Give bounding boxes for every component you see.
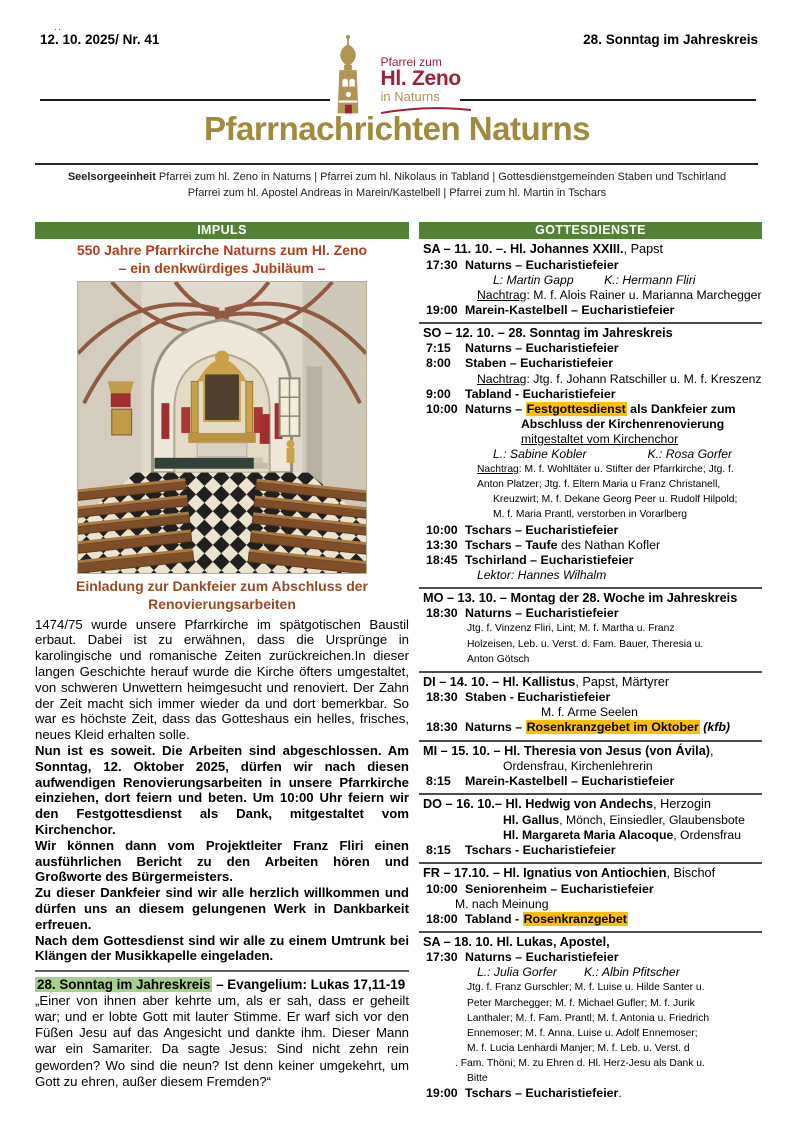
text-part: SO – 12. 10. – 28. Sonntag im Jahreskreis: [423, 325, 673, 340]
text-part: Tschars – Eucharistiefeier: [465, 1086, 619, 1101]
service-time: 10:00: [426, 522, 458, 537]
service-entry-text: [465, 553, 633, 568]
impuls-column: [35, 222, 409, 1090]
highlighted-service: Festgottesdienst: [526, 401, 626, 416]
parish-logo: [0, 28, 794, 120]
service-entry: [419, 774, 762, 789]
header-rule-left: [40, 99, 330, 101]
service-entry: [419, 538, 762, 553]
service-detail: [419, 1041, 762, 1056]
service-detail: [419, 996, 762, 1011]
text-part: Jtg. f. Franz Gurschler; M. f. Luise u. Hilde Santer u.: [467, 982, 705, 994]
impuls-paragraph: Nun ist es soweit. Die Arbeiten sind abgeschlossen. Am Sonntag, 12. Oktober 2025, dürfen wir nach diesen aufwendigen Renovierungsarbeiten in unsere Pfarrkirche einziehen, dort feiern und beten. Um 10:00 Uhr feiern wir den Festgottesdienst als Dank, mitgestaltet vom Kirchenchor.: [35, 743, 409, 837]
service-detail: [419, 759, 762, 774]
text-part: Nachtrag: [477, 464, 519, 476]
text-part: Anton Götsch: [467, 653, 530, 665]
service-time: 9:00: [426, 386, 451, 401]
text-part: Tschars - Eucharistiefeier: [465, 842, 616, 857]
service-day-title: [419, 866, 762, 882]
seelsorge-line-2: Pfarrei zum hl. Apostel Andreas in Marein/Kastelbell | Pfarrei zum hl. Martin in Tschars: [187, 186, 607, 199]
text-part: Tabland -: [465, 911, 523, 926]
seelsorge-label: Seelsorgeeinheit: [67, 171, 159, 183]
service-detail: [419, 372, 762, 387]
impuls-paragraph: 1474/75 wurde unsere Pfarrkirche im spätgotischen Baustil erbaut. Dabei ist zu erwähnen, dass die Ursprünge in karolingische und romanische Zeiten zurückreichen.In dieser langen Geschichte herauf wurde die Kirche öfters umgestaltet, von schweren Unwettern heimgesucht und renoviert. Der Zahn der Zeit macht sich immer wieder da und dort bemerkbar. So war es höchste Zeit, dass das Gotteshaus ein helles, frisches, neues Kleid erhalten solle.: [35, 616, 409, 743]
service-entry: [419, 356, 762, 371]
text-part: SA – 18. 10. Hl. Lukas, Apostel,: [423, 934, 610, 949]
text-part: DO – 16. 10.– Hl. Hedwig von Andechs: [423, 797, 654, 812]
service-time: 19:00: [426, 1086, 458, 1101]
service-entry-text: [465, 258, 619, 273]
impuls-divider: [35, 970, 409, 972]
text-part: Holzeisen, Leb. u. Verst. d. Fam. Bauer, Theresia u.: [467, 638, 704, 650]
service-detail: [419, 1026, 762, 1041]
service-time: 8:15: [426, 842, 451, 857]
service-entry-text: [465, 720, 730, 735]
service-entry-text: [465, 538, 660, 553]
text-part: DI – 14. 10. – Hl. Kallistus: [423, 674, 576, 689]
service-time: 8:00: [426, 356, 451, 371]
text-part: Naturns – Eucharistiefeier: [465, 257, 619, 272]
service-entry-text: [465, 774, 674, 789]
service-time: 19:00: [426, 302, 458, 317]
church-interior-photo: [77, 281, 367, 574]
service-detail: [419, 637, 762, 652]
text-part: , Bischof: [666, 866, 716, 880]
service-detail: [419, 980, 762, 995]
service-detail: [419, 621, 762, 636]
service-detail: [419, 705, 762, 720]
service-detail: [419, 1071, 762, 1086]
text-part: ,: [710, 743, 714, 758]
service-entry: [419, 882, 762, 897]
impuls-paragraph: Zu dieser Dankfeier sind wir alle herzlich willkommen und dürfen uns an diesem gelungenen Werk in Dankbarkeit erfreuen.: [35, 885, 409, 932]
service-time: 18:30: [426, 606, 458, 621]
service-entry-text: [465, 523, 618, 538]
page-title: Pfarrnachrichten Naturns: [204, 110, 590, 147]
text-part: . Fam. Thöni; M. zu Ehren d. Hl. Herz-Jesu als Dank u.: [455, 1057, 705, 1069]
text-part: MO – 13. 10. – Montag der 28. Woche im Jahreskreis: [423, 590, 738, 605]
jubilee-line-1: 550 Jahre Pfarrkirche Naturns zum Hl. Zeno: [76, 242, 368, 258]
text-part: : M. f. Wohltäter u. Stifter der Pfarrkirche; Jtg. f.: [518, 464, 734, 476]
service-entry-text: [465, 387, 616, 402]
service-entry: [419, 258, 762, 273]
service-entry-text: [465, 690, 610, 705]
service-entry-text: [465, 606, 619, 621]
invitation-line-1: Einladung zur Dankfeier zum Abschluss der: [76, 577, 368, 594]
seelsorge-lines: [0, 170, 794, 202]
service-time: 18:30: [426, 720, 458, 735]
service-detail: [419, 1011, 762, 1026]
text-part: SA – 11. 10. –. Hl. Johannes XXIII.: [423, 242, 624, 256]
service-time: 18:30: [426, 690, 458, 705]
text-part: Lanthaler; M. f. Fam. Prantl; M. f. Antonia u. Friedrich: [467, 1012, 710, 1024]
text-part: Tschars – Eucharistiefeier: [465, 522, 619, 537]
text-part: Naturns – Eucharistiefeier: [465, 606, 619, 621]
service-day-title: [419, 935, 762, 951]
service-entry-text: [465, 912, 628, 927]
service-entry: [419, 843, 762, 858]
service-entry: [419, 523, 762, 538]
service-time: 13:30: [426, 537, 458, 552]
evangelium-heading: [35, 977, 409, 992]
text-part: Hl. Margareta Maria Alacoque: [503, 827, 674, 842]
impuls-section-bar: IMPULS: [35, 222, 409, 239]
text-part: : Jtg. f. Johann Ratschiller u. M. f. Kreszenz: [526, 371, 762, 386]
service-time: 10:00: [426, 401, 458, 416]
logo-line-1: Pfarrei zum: [380, 55, 442, 69]
invitation-line-2: Renovierungsarbeiten: [148, 595, 296, 612]
invitation-heading: [35, 578, 409, 614]
text-part: als Dankfeier zum: [626, 401, 736, 416]
service-entry: [419, 720, 762, 735]
text-part: , Mönch, Einsiedler, Glaubensbote: [559, 812, 745, 827]
text-part: Nachtrag: [477, 371, 527, 386]
service-time: 10:00: [426, 881, 458, 896]
text-part: MI – 15. 10. – Hl. Theresia von Jesus (von Ávila): [423, 743, 710, 758]
evangelium-reference: – Evangelium: Lukas 17,11-19: [212, 977, 406, 993]
service-detail: [419, 417, 762, 432]
service-detail: [419, 828, 762, 843]
title-rule: [35, 163, 758, 165]
service-detail: [419, 568, 762, 583]
impuls-paragraph: Wir können dann vom Projektleiter Franz Fliri einen ausführlichen Bericht zu den Arbeiten hören und Großworte des Bürgermeisters.: [35, 837, 409, 885]
text-part: Naturns – Eucharistiefeier: [465, 950, 619, 965]
corner-mark: ··: [54, 24, 62, 34]
highlighted-service: Rosenkranzgebet: [523, 911, 627, 926]
service-entry-text: [465, 356, 613, 371]
text-part: Naturns –: [465, 401, 526, 416]
text-part: Hl. Gallus: [503, 812, 560, 827]
church-tower-icon: [322, 28, 374, 120]
service-day-title: [419, 744, 762, 760]
seelsorge-line-1: [0, 170, 794, 186]
service-entry: [419, 950, 762, 965]
text-part: Bitte: [467, 1073, 488, 1085]
text-part: , Herzogin: [653, 797, 711, 812]
services-schedule: [419, 241, 762, 1103]
text-part: des Nathan Kofler: [557, 537, 661, 552]
service-day: [419, 931, 762, 1103]
sunday-highlight: 28. Sonntag im Jahreskreis: [37, 977, 211, 993]
service-entry: [419, 606, 762, 621]
text-part: Seniorenheim – Eucharistiefeier: [465, 881, 654, 896]
services-section-bar: GOTTESDIENSTE: [419, 222, 762, 239]
text-part: Nachtrag: [477, 287, 527, 302]
text-part: Tschirland – Eucharistiefeier: [465, 552, 634, 567]
sunday-title-header: 28. Sonntag im Jahreskreis: [583, 32, 758, 47]
text-part: (kfb): [703, 720, 731, 735]
service-detail: [419, 432, 762, 447]
service-detail: [419, 477, 762, 492]
service-day: [419, 241, 762, 320]
text-part: Naturns – Eucharistiefeier: [465, 341, 619, 356]
text-part: Lektor: Hannes Wilhalm: [477, 567, 607, 582]
service-day: [419, 793, 762, 860]
service-entry-text: [465, 843, 616, 858]
service-detail: [419, 507, 762, 522]
service-time: 18:00: [426, 911, 458, 926]
text-part: FR – 17.10. – Hl. Ignatius von Antiochien: [423, 866, 667, 880]
service-day: [419, 587, 762, 669]
text-part: Ordensfrau, Kirchenlehrerin: [503, 759, 653, 774]
service-time: 17:30: [426, 950, 458, 965]
text-part: Anton Platzer; Jtg. f. Eltern Maria u Franz Christanell,: [477, 479, 721, 491]
text-part: Kreuzwirt; M. f. Dekane Georg Peer u. Rudolf Hilpold;: [493, 494, 738, 506]
service-time: 18:45: [426, 552, 458, 567]
text-part: M. nach Meinung: [455, 896, 549, 911]
gospel-quote: „Einer von ihnen aber kehrte um, als er sah, dass er geheilt war; und er lobte Gott mit lauter Stimme. Er warf sich vor den Füßen Jesu auf das Angesicht und dankte ihm. Dieser Mann war ein Samariter. Da sagte Jesus: Sind nicht zehn rein geworden? Wo sind die neun? Ist denn keiner umgekehrt, um Gott zu ehren, außer diesem Fremden?“: [35, 993, 409, 1089]
service-detail: [419, 492, 762, 507]
text-part: , Papst: [623, 242, 664, 256]
service-day: [419, 740, 762, 792]
jubilee-heading: [35, 242, 409, 278]
service-day-title: [419, 675, 762, 691]
service-entry: [419, 402, 762, 417]
text-part: M. f. Maria Prantl, verstorben in Vorarlberg: [493, 509, 688, 521]
service-entry-text: [465, 882, 654, 897]
text-part: : M. f. Alois Rainer u. Marianna Marchegger: [526, 287, 762, 302]
text-part: Naturns –: [465, 720, 526, 735]
logo-line-3: in Naturns: [380, 88, 440, 104]
jubilee-line-2: – ein denkwürdiges Jubiläum –: [118, 259, 326, 276]
service-detail: [419, 462, 762, 477]
text-part: Marein-Kastelbell – Eucharistiefeier: [465, 302, 675, 317]
service-day-title: [419, 591, 762, 607]
service-detail: [419, 1056, 762, 1071]
service-entry: [419, 1086, 762, 1101]
text-part: L.: Sabine Kobler K.: Rosa Gorfer: [493, 447, 733, 462]
service-detail: [419, 965, 762, 980]
text-part: Jtg. f. Vinzenz Fliri, Lint; M. f. Martha u. Franz: [467, 623, 675, 635]
service-entry-text: [465, 1086, 622, 1101]
text-part: Staben - Eucharistiefeier: [465, 690, 611, 705]
service-day-title: [419, 326, 762, 342]
service-detail: [419, 273, 762, 288]
service-entry: [419, 912, 762, 927]
service-entry: [419, 387, 762, 402]
service-entry-text: [465, 950, 619, 965]
service-time: 7:15: [426, 341, 451, 356]
text-part: L: Martin Gapp K.: Hermann Fliri: [493, 272, 696, 287]
text-part: Tschars – Taufe: [465, 537, 558, 552]
service-entry-text: [465, 402, 736, 417]
service-detail: [419, 288, 762, 303]
service-day: [419, 862, 762, 929]
service-time: 17:30: [426, 257, 458, 272]
service-entry: [419, 553, 762, 568]
header-rule-right: [460, 99, 756, 101]
text-part: , Papst, Märtyrer: [575, 674, 670, 689]
service-day-title: [419, 242, 762, 258]
text-part: Staben – Eucharistiefeier: [465, 356, 614, 371]
text-part: Abschluss der Kirchenrenovierung: [521, 416, 725, 431]
text-part: .: [618, 1086, 622, 1101]
service-day: [419, 322, 762, 585]
text-part: , Ordensfrau: [673, 827, 741, 842]
text-part: Peter Marchegger; M. f. Michael Gufler; M. f. Jurik: [467, 997, 695, 1009]
service-day-title: [419, 797, 762, 813]
service-detail: [419, 447, 762, 462]
text-part: L.: Julia Gorfer K.: Albin Pfitscher: [477, 965, 680, 980]
text-part: M. f. Lucia Lenhardi Manjer; M. f. Leb. u. Verst. d: [467, 1042, 690, 1054]
text-part: Marein-Kastelbell – Eucharistiefeier: [465, 774, 675, 789]
text-part: Tabland - Eucharistiefeier: [465, 386, 616, 401]
text-part: Ennemoser; M. f. Anna. Luise u. Adolf Ennemoser;: [467, 1027, 698, 1039]
service-detail: [419, 652, 762, 667]
service-entry: [419, 341, 762, 356]
service-time: 8:15: [426, 774, 451, 789]
issue-date: 12. 10. 2025/ Nr. 41: [40, 32, 160, 47]
service-entry: [419, 303, 762, 318]
service-day: [419, 671, 762, 738]
seelsorge-text-1: Pfarrei zum hl. Zeno in Naturns | Pfarrei zum hl. Nikolaus in Tabland | Gottesdienstgemeinden Staben und Tschirland: [158, 171, 727, 183]
services-column: [419, 222, 762, 1103]
text-part: M. f. Arme Seelen: [541, 705, 638, 720]
logo-line-2: Hl. Zeno: [380, 67, 461, 91]
service-detail: [419, 813, 762, 828]
service-detail: [419, 897, 762, 912]
service-entry-text: [465, 303, 674, 318]
service-entry: [419, 690, 762, 705]
highlighted-service: Rosenkranzgebet im Oktober: [526, 720, 699, 735]
impuls-paragraph: Nach dem Gottesdienst sind wir alle zu einem Umtrunk bei Klängen der Musikkapelle eingeladen.: [35, 932, 409, 964]
text-part: mitgestaltet vom Kirchenchor: [521, 431, 679, 446]
service-entry-text: [465, 341, 619, 356]
